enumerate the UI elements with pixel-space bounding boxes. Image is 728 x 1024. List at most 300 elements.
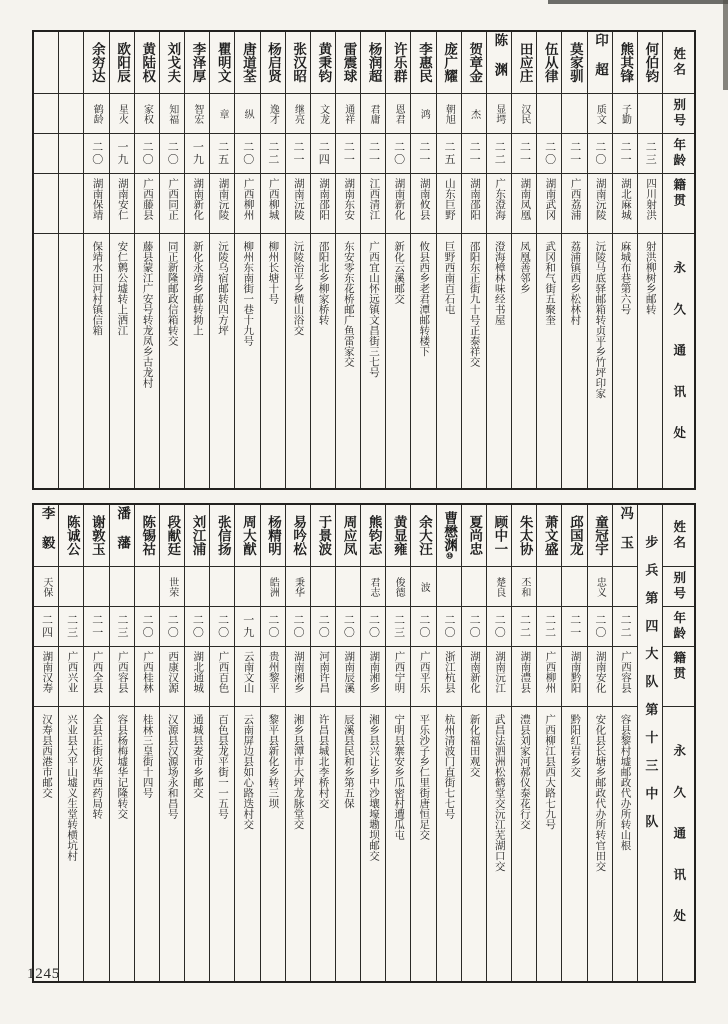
person-column	[335, 505, 360, 981]
address-cell	[562, 234, 586, 488]
person-native-place: 湖南武冈	[544, 178, 556, 220]
name-cell	[210, 505, 234, 567]
person-native-place: 湖南安仁	[116, 178, 128, 220]
native-place-cell	[110, 174, 134, 234]
person-column	[134, 32, 159, 488]
person-name: 易吟松	[291, 515, 307, 556]
person-column	[109, 505, 134, 981]
person-native-place: 湖南邵阳	[469, 178, 481, 220]
address-cell	[235, 234, 259, 488]
person-column	[360, 32, 385, 488]
person-name: 黄显雍	[391, 515, 407, 556]
person-native-place: 广西柳城	[267, 178, 279, 220]
alias-cell	[84, 94, 108, 134]
blank-cell	[34, 174, 58, 234]
alias-cell	[537, 567, 561, 607]
alias-cell	[411, 567, 435, 607]
person-name: 印超	[593, 32, 609, 93]
address-cell	[487, 234, 511, 488]
address-cell	[185, 707, 209, 981]
person-name: 杨精明	[266, 515, 282, 556]
person-address: 澄海樟林味经书屋	[493, 241, 505, 325]
address-cell	[361, 234, 385, 488]
name-cell	[361, 32, 385, 94]
person-alias: 纵	[242, 108, 254, 119]
name-cell	[84, 505, 108, 567]
person-alias: 君庸	[367, 103, 379, 124]
native-place-cell	[613, 174, 637, 234]
person-column	[385, 32, 410, 488]
person-native-place: 湖南凤凰	[519, 178, 531, 220]
person-native-place: 湖南东安	[343, 178, 355, 220]
person-column	[83, 32, 108, 488]
person-address: 汉源县汉源场永和昌号	[166, 714, 178, 819]
alias-cell	[336, 94, 360, 134]
person-alias: 俊德	[393, 576, 405, 597]
header-label-alias: 别号	[671, 570, 686, 603]
person-native-place: 四川射洪	[645, 178, 657, 220]
person-native-place: 湖南新化	[192, 178, 204, 220]
person-name: 李惠民	[416, 42, 432, 83]
person-age: 二〇	[342, 614, 355, 639]
person-address: 凤凰善邻乡	[518, 241, 530, 294]
person-age: 二〇	[141, 141, 154, 166]
person-alias: 子勤	[619, 103, 631, 124]
header-label-native: 籍贯	[671, 651, 686, 683]
person-address: 邵阳东正街九十号正泰祥交	[468, 241, 480, 367]
person-name: 周应凤	[341, 515, 357, 556]
person-address: 新化福田观交	[468, 714, 480, 777]
native-place-cell	[386, 647, 410, 707]
address-cell	[437, 234, 461, 488]
header-cell-addr	[663, 234, 694, 488]
blank-cell	[59, 234, 83, 488]
person-address: 辰溪县民和乡第五保	[342, 714, 354, 809]
person-native-place: 广西兴业	[66, 651, 78, 693]
address-cell	[261, 707, 285, 981]
age-cell	[386, 134, 410, 174]
name-cell	[235, 32, 259, 94]
header-cell-addr	[663, 707, 694, 981]
native-place-cell	[537, 647, 561, 707]
native-place-cell	[286, 647, 310, 707]
person-native-place: 湖南湘乡	[292, 651, 304, 693]
name-cell	[185, 32, 209, 94]
alias-cell	[411, 94, 435, 134]
person-age: 二三	[644, 141, 657, 166]
person-alias: 皓洲	[267, 576, 279, 597]
person-alias: 质文	[594, 103, 606, 124]
age-cell	[286, 607, 310, 647]
native-place-cell	[336, 647, 360, 707]
person-native-place: 湖北通城	[192, 651, 204, 693]
name-cell	[411, 32, 435, 94]
name-cell	[34, 505, 58, 567]
unit-title: 步兵第四大队第十三中队	[643, 535, 659, 843]
native-place-cell	[84, 174, 108, 234]
person-column	[410, 32, 435, 488]
person-address: 平乐沙子乡仁里街唐恒足交	[418, 714, 430, 840]
name-cell	[261, 32, 285, 94]
name-cell	[84, 32, 108, 94]
person-name: 陈诚公	[64, 515, 80, 556]
address-cell	[512, 234, 536, 488]
person-age: 一九	[191, 141, 204, 166]
person-alias: 秉华	[292, 576, 304, 597]
alias-cell	[588, 567, 612, 607]
address-cell	[462, 707, 486, 981]
person-age: 二一	[619, 141, 632, 166]
native-place-cell	[311, 647, 335, 707]
person-name: 刘戈夫	[165, 42, 181, 83]
person-column	[285, 32, 310, 488]
address-cell	[336, 707, 360, 981]
person-column	[159, 505, 184, 981]
person-native-place: 湖南沅陵	[217, 178, 229, 220]
person-age: 二一	[468, 141, 481, 166]
native-place-cell	[160, 647, 184, 707]
age-cell	[185, 134, 209, 174]
name-cell	[613, 505, 637, 567]
alias-cell	[386, 567, 410, 607]
age-cell	[361, 607, 385, 647]
person-native-place: 广西百色	[217, 651, 229, 693]
alias-cell	[487, 94, 511, 134]
person-address: 武昌法泗洲松鹤堂交沅江芜湖口交	[493, 714, 505, 872]
person-column	[637, 32, 662, 488]
native-place-cell	[512, 174, 536, 234]
alias-cell	[613, 94, 637, 134]
person-name: 周大猷	[240, 515, 256, 556]
age-cell	[386, 607, 410, 647]
name-cell	[588, 32, 612, 94]
native-place-cell	[84, 647, 108, 707]
address-cell	[336, 234, 360, 488]
person-age: 二〇	[593, 614, 606, 639]
address-cell	[311, 707, 335, 981]
name-cell	[311, 505, 335, 567]
person-name: 黄秉钧	[316, 42, 332, 83]
alias-cell	[462, 567, 486, 607]
native-place-cell	[34, 647, 58, 707]
person-alias: 鸿	[418, 108, 430, 119]
person-native-place: 湖南邵阳	[318, 178, 330, 220]
address-cell	[411, 707, 435, 981]
person-age: 二〇	[191, 614, 204, 639]
person-alias: 文龙	[317, 103, 329, 124]
person-name: 庞广耀	[442, 42, 458, 83]
person-native-place: 湖南保靖	[91, 178, 103, 220]
person-name: 冯玉	[618, 505, 634, 566]
native-place-cell	[386, 174, 410, 234]
person-name: 顾中一	[492, 515, 508, 556]
header-label-addr: 永久通讯处	[671, 261, 686, 468]
blank-cell	[59, 134, 83, 174]
person-native-place: 广西同正	[167, 178, 179, 220]
age-cell	[311, 134, 335, 174]
person-address: 沅陵乌宿邮转四方坪	[217, 241, 229, 336]
native-place-cell	[411, 647, 435, 707]
native-place-cell	[512, 647, 536, 707]
person-column	[461, 505, 486, 981]
age-cell	[411, 134, 435, 174]
header-cell-age	[663, 134, 694, 174]
alias-cell	[361, 94, 385, 134]
address-cell	[135, 707, 159, 981]
person-column	[134, 505, 159, 981]
person-name: 熊钧志	[366, 515, 382, 556]
person-column	[285, 505, 310, 981]
person-address: 百色县龙平街一一五号	[217, 714, 229, 819]
alias-cell	[588, 94, 612, 134]
person-column	[159, 32, 184, 488]
person-address: 新化永靖乡邮转拗上	[191, 241, 203, 336]
native-place-cell	[261, 647, 285, 707]
age-cell	[311, 607, 335, 647]
person-column	[234, 505, 259, 981]
person-column	[536, 505, 561, 981]
header-label-alias: 别号	[671, 97, 686, 130]
alias-cell	[613, 567, 637, 607]
header-label-age: 年龄	[671, 137, 686, 170]
person-address: 云南屏边县如心路迭村交	[242, 714, 254, 830]
name-cell	[336, 32, 360, 94]
person-column	[310, 505, 335, 981]
address-cell	[210, 707, 234, 981]
age-cell	[462, 134, 486, 174]
alias-cell	[537, 94, 561, 134]
person-age: 二一	[90, 614, 103, 639]
person-address: 宁明县寨安乡瓜密村遭瓜屯	[393, 714, 405, 840]
native-place-cell	[361, 647, 385, 707]
person-native-place: 广西藤县	[141, 178, 153, 220]
person-name: 朱太协	[517, 515, 533, 556]
native-place-cell	[59, 647, 83, 707]
address-cell	[361, 707, 385, 981]
blank-column	[58, 32, 83, 488]
person-age: 二二	[619, 614, 632, 639]
person-column	[587, 32, 612, 488]
blank-cell	[34, 134, 58, 174]
alias-cell	[512, 567, 536, 607]
person-name: 杨润超	[366, 42, 382, 83]
alias-cell	[437, 94, 461, 134]
address-cell	[437, 707, 461, 981]
age-cell	[613, 134, 637, 174]
blank-column	[34, 32, 58, 488]
age-cell	[638, 134, 662, 174]
name-cell	[437, 32, 461, 94]
age-cell	[562, 607, 586, 647]
alias-cell	[110, 567, 134, 607]
age-cell	[135, 607, 159, 647]
person-age: 二一	[342, 141, 355, 166]
person-age: 二一	[367, 141, 380, 166]
blank-cell	[34, 234, 58, 488]
person-column	[436, 32, 461, 488]
age-cell	[210, 607, 234, 647]
person-column	[561, 505, 586, 981]
age-cell	[537, 607, 561, 647]
person-name: 张汉昭	[291, 42, 307, 83]
person-column	[184, 505, 209, 981]
person-name: 张信扬	[215, 515, 231, 556]
person-native-place: 湖北麻城	[619, 178, 631, 220]
person-column	[234, 32, 259, 488]
native-place-cell	[411, 174, 435, 234]
person-address: 巨野西南百石屯	[443, 241, 455, 315]
age-cell	[59, 607, 83, 647]
address-cell	[110, 707, 134, 981]
address-cell	[311, 234, 335, 488]
name-cell	[537, 32, 561, 94]
header-label-name: 姓名	[671, 519, 686, 552]
person-age: 二〇	[468, 614, 481, 639]
name-cell	[185, 505, 209, 567]
person-address: 杭州清波门直街七七号	[443, 714, 455, 819]
alias-cell	[437, 567, 461, 607]
age-cell	[235, 607, 259, 647]
person-alias: 章	[217, 108, 229, 119]
person-address: 新化云溪邮交	[393, 241, 405, 304]
native-place-cell	[588, 174, 612, 234]
person-age: 一九	[115, 141, 128, 166]
name-cell	[210, 32, 234, 94]
native-place-cell	[613, 647, 637, 707]
header-label-name: 姓名	[671, 46, 686, 79]
person-age: 二〇	[367, 614, 380, 639]
unit-cell	[638, 505, 662, 981]
alias-cell	[185, 94, 209, 134]
person-name: 莫家驯	[567, 42, 583, 83]
address-cell	[135, 234, 159, 488]
alias-cell	[562, 94, 586, 134]
name-cell	[135, 505, 159, 567]
native-place-cell	[210, 647, 234, 707]
person-name: 段献廷	[165, 515, 181, 556]
person-native-place: 云南文山	[242, 651, 254, 693]
name-cell	[562, 505, 586, 567]
name-cell	[135, 32, 159, 94]
alias-cell	[59, 567, 83, 607]
person-alias: 汉民	[518, 103, 530, 124]
address-cell	[160, 707, 184, 981]
name-cell	[160, 505, 184, 567]
person-column	[612, 32, 637, 488]
native-place-cell	[462, 647, 486, 707]
alias-cell	[34, 567, 58, 607]
person-column	[511, 505, 536, 981]
age-cell	[512, 607, 536, 647]
person-native-place: 湖南沅江	[494, 651, 506, 693]
person-age: 二一	[568, 614, 581, 639]
header-label-addr: 永久通讯处	[671, 744, 686, 951]
alias-cell	[386, 94, 410, 134]
person-alias: 丕和	[518, 576, 530, 597]
person-name: 贺章金	[467, 42, 483, 83]
age-cell	[588, 134, 612, 174]
person-name: 李毅	[39, 505, 55, 566]
person-native-place: 广东澄海	[494, 178, 506, 220]
age-cell	[135, 134, 159, 174]
alias-cell	[160, 94, 184, 134]
person-native-place: 湖南沅陵	[594, 178, 606, 220]
native-place-cell	[160, 174, 184, 234]
person-address: 兴业县大平山墟义生堂转横坑村	[66, 714, 78, 861]
native-place-cell	[261, 174, 285, 234]
person-native-place: 广西柳州	[544, 651, 556, 693]
header-label-native: 籍贯	[671, 178, 686, 210]
person-column	[436, 505, 461, 981]
person-address: 湘乡县兴让乡中沙壤壕墈坝邮交	[367, 714, 379, 861]
person-address: 许昌县城北李桥村交	[317, 714, 329, 809]
alias-cell	[286, 567, 310, 607]
alias-cell	[235, 94, 259, 134]
person-age: 二二	[518, 614, 531, 639]
person-age: 二一	[568, 141, 581, 166]
name-cell	[487, 32, 511, 94]
name-cell	[638, 32, 662, 94]
name-cell	[462, 32, 486, 94]
person-native-place: 广西平乐	[418, 651, 430, 693]
person-name: 余大汪	[416, 515, 432, 556]
person-address: 桂林三皇街十四号	[141, 714, 153, 798]
person-age: 二〇	[166, 141, 179, 166]
person-age: 二〇	[493, 614, 506, 639]
age-cell	[588, 607, 612, 647]
person-native-place: 广西容县	[619, 651, 631, 693]
age-cell	[34, 607, 58, 647]
person-age: 二〇	[216, 614, 229, 639]
person-age: 二〇	[417, 614, 430, 639]
address-cell	[462, 234, 486, 488]
native-place-cell	[135, 647, 159, 707]
address-cell	[487, 707, 511, 981]
address-cell	[59, 707, 83, 981]
person-address: 澧县刘家河郝仪泰花行交	[518, 714, 530, 830]
person-name: 许乐群	[391, 42, 407, 83]
alias-cell	[462, 94, 486, 134]
address-cell	[588, 234, 612, 488]
person-age: 二〇	[166, 614, 179, 639]
alias-cell	[562, 567, 586, 607]
native-place-cell	[235, 174, 259, 234]
person-age: 二一	[417, 141, 430, 166]
person-column	[612, 505, 637, 981]
age-cell	[261, 607, 285, 647]
person-native-place: 广西桂林	[141, 651, 153, 693]
address-cell	[261, 234, 285, 488]
person-native-place: 河南许昌	[318, 651, 330, 693]
name-cell	[59, 505, 83, 567]
person-address: 东安零东花桥邮广鱼雷家交	[342, 241, 354, 367]
person-alias: 逸才	[267, 103, 279, 124]
person-column	[511, 32, 536, 488]
person-native-place: 贵州黎平	[267, 651, 279, 693]
person-column	[109, 32, 134, 488]
address-cell	[613, 707, 637, 981]
address-cell	[512, 707, 536, 981]
blank-cell	[59, 174, 83, 234]
native-place-cell	[437, 647, 461, 707]
native-place-cell	[135, 174, 159, 234]
address-cell	[235, 707, 259, 981]
address-cell	[84, 707, 108, 981]
person-native-place: 广西柳州	[242, 178, 254, 220]
person-age: 二一	[292, 141, 305, 166]
person-native-place: 广西全县	[91, 651, 103, 693]
person-name: 曹懋渊⑩	[442, 510, 458, 561]
